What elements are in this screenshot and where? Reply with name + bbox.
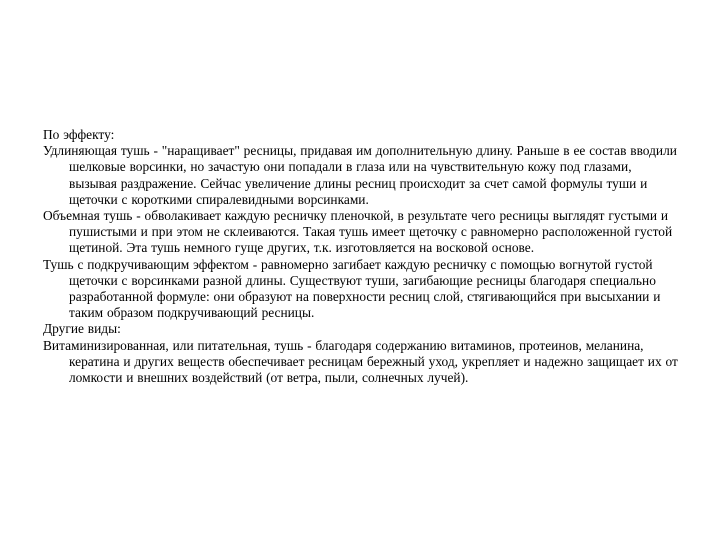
heading-other-types: Другие виды: <box>43 321 121 337</box>
paragraph-curling-mascara: Тушь с подкручивающим эффектом - равномерно загибает каждую ресничку с помощью вогнутой густой щеточки с ворсинками разной длины. Существуют туши, загибающие ресницы благодаря специально разработанной формуле: они образуют на поверхности ресниц слой, стягивающийся при высыхании и таким образом подкручивающий ресницы. <box>43 256 661 321</box>
heading-by-effect: По эффекту: <box>43 127 115 142</box>
paragraph-vitamin-mascara: Витаминизированная, или питательная, тушь - благодаря содержанию витаминов, протеинов, меланина, кератина и других веществ обеспечивает ресницам бережный уход, укрепляет и надежно защищает их от ломкости и внешних воздействий (от ветра, пыли, солнечных лучей). <box>43 337 678 386</box>
paragraph-volume-mascara: Объемная тушь - обволакивает каждую ресничку пленочкой, в результате чего ресницы выглядят густыми и пушистыми и при этом не склеиваются. Такая тушь имеет щеточку с равномерно расположенной густой щетиной. Эта тушь немного гуще других, т.к. изготовляется на восковой основе. <box>43 208 673 256</box>
paragraph-lengthening-mascara: Удлиняющая тушь - "наращивает" ресницы, придавая им дополнительную длину. Раньше в ее состав вводили шелковые ворсинки, но зачастую они попадали в глаза или на чувствительную кожу под глазами, вызывая раздражение. Сейчас увеличение длины ресниц происходит за счет самой формулы туши и щеточки с короткими спиралевидными ворсинками. <box>43 143 677 207</box>
slide-text-body <box>43 127 683 386</box>
